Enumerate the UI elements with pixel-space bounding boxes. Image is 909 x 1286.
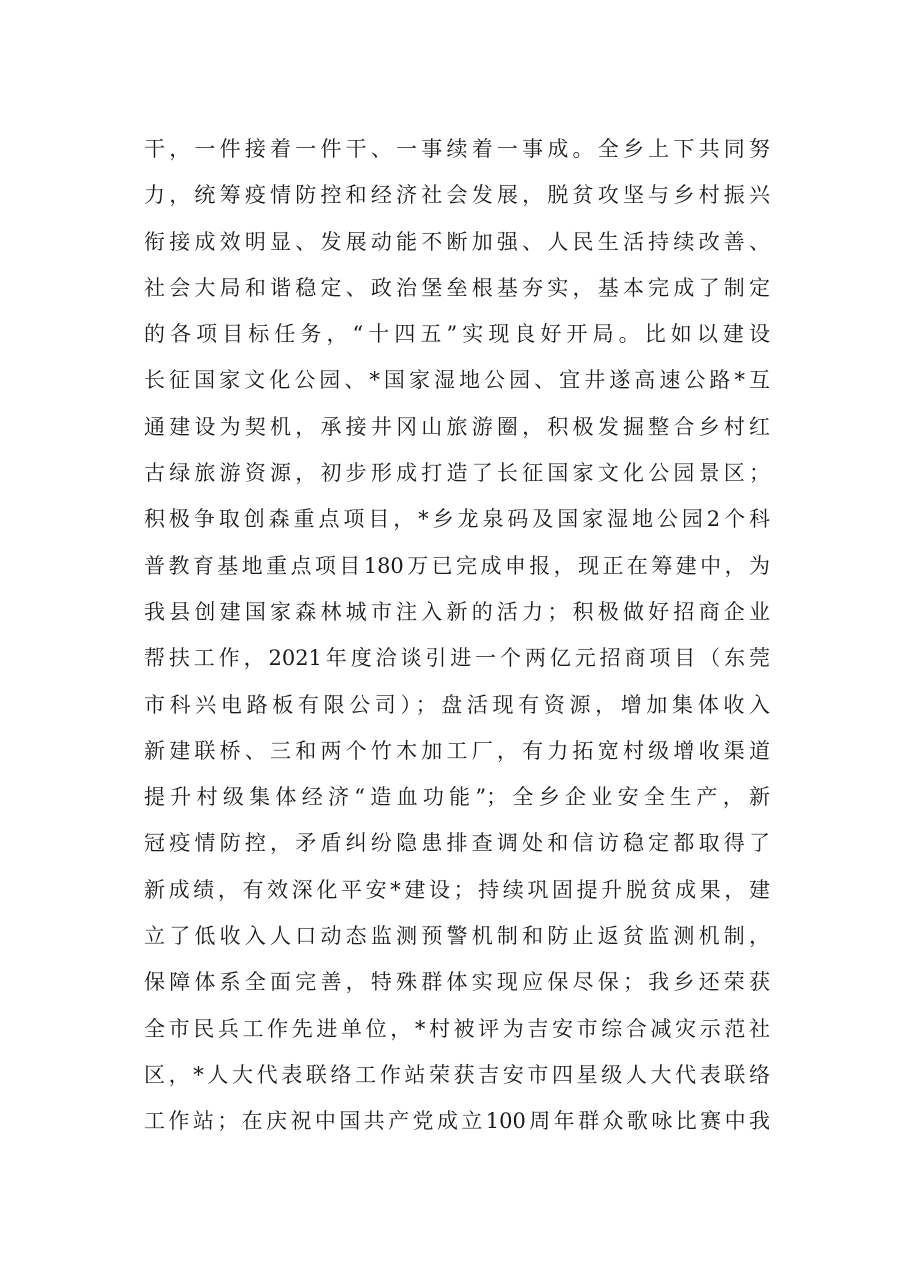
- text-line: 我县创建国家森林城市注入新的活力；积极做好招商企业: [144, 599, 770, 624]
- text-line: 长征国家文化公园、*国家湿地公园、宜井遂高速公路*互: [144, 368, 770, 393]
- text-line: 帮扶工作，2021年度洽谈引进一个两亿元招商项目（东莞: [144, 646, 770, 671]
- text-line: 古绿旅游资源，初步形成打造了长征国家文化公园景区；: [144, 461, 770, 486]
- text-line: 普教育基地重点项目180万已完成申报，现正在筹建中，为: [144, 553, 770, 578]
- text-line: 新建联桥、三和两个竹木加工厂，有力拓宽村级增收渠道: [144, 738, 770, 763]
- text-line: 干，一件接着一件干、一事续着一事成。全乡上下共同努: [144, 137, 770, 161]
- text-line: 冠疫情防控，矛盾纠纷隐患排查调处和信访稳定都取得了: [144, 831, 770, 856]
- text-line: 全市民兵工作先进单位，*村被评为吉安市综合减灾示范社: [144, 1016, 770, 1041]
- text-line: 衔接成效明显、发展动能不断加强、人民生活持续改善、: [144, 229, 770, 254]
- text-line: 立了低收入人口动态监测预警机制和防止返贫监测机制，: [144, 924, 770, 949]
- text-line: 社会大局和谐稳定、政治堡垒根基夯实，基本完成了制定: [144, 275, 770, 300]
- text-line: 新成绩，有效深化平安*建设；持续巩固提升脱贫成果，建: [144, 877, 770, 902]
- text-line: 工作站；在庆祝中国共产党成立100周年群众歌咏比赛中我: [144, 1109, 770, 1134]
- text-line: 的各项目标任务，“十四五”实现良好开局。比如以建设: [144, 322, 770, 347]
- text-line: 市科兴电路板有限公司）；盘活现有资源，增加集体收入: [144, 692, 770, 717]
- text-line: 保障体系全面完善，特殊群体实现应保尽保；我乡还荣获: [144, 970, 770, 995]
- text-line: 通建设为契机，承接井冈山旅游圈，积极发掘整合乡村红: [144, 414, 770, 439]
- text-line: 区，*人大代表联络工作站荣获吉安市四星级人大代表联络: [144, 1062, 770, 1087]
- text-line: 积极争取创森重点项目，*乡龙泉码及国家湿地公园2个科: [144, 507, 770, 532]
- body-paragraph: [144, 126, 770, 1145]
- text-line: 提升村级集体经济“造血功能”；全乡企业安全生产，新: [144, 785, 770, 810]
- text-line: 力，统筹疫情防控和经济社会发展，脱贫攻坚与乡村振兴: [144, 183, 770, 208]
